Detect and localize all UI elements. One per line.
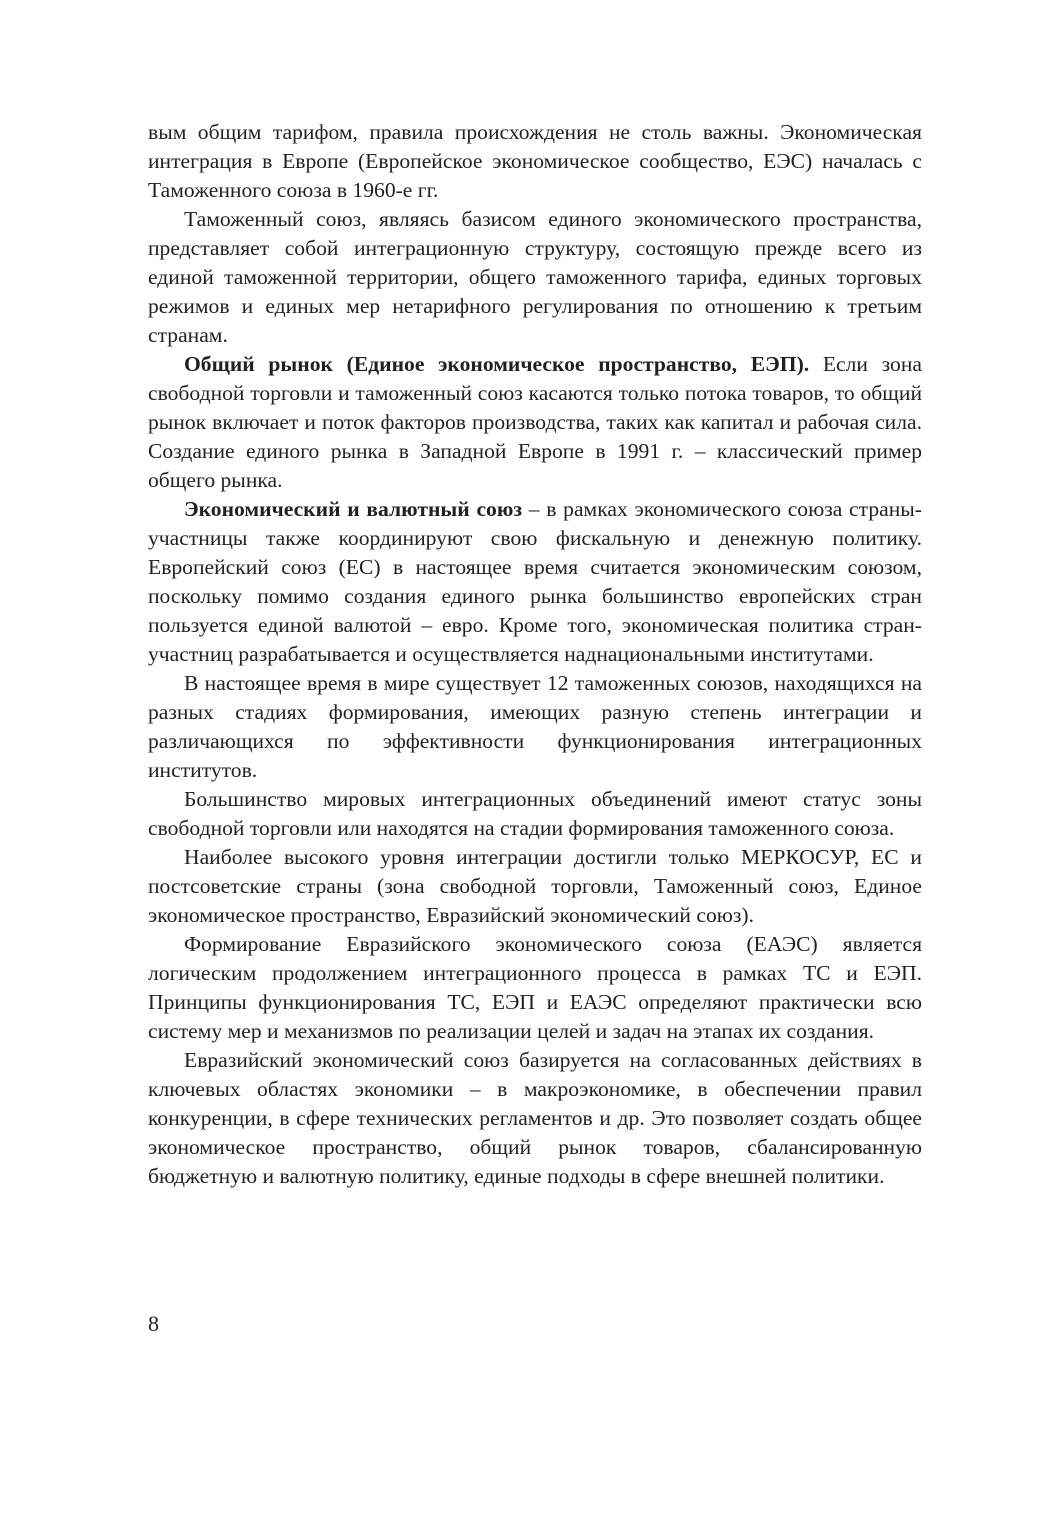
paragraph-7-text: Наиболее высокого уровня интеграции достигли только МЕРКОСУР, ЕС и постсоветские страны (зона свободной торговли, Таможенный союз, Единое экономическое пространство, Евразийский экономический союз).: [148, 845, 922, 927]
paragraph-1-text: вым общим тарифом, правила происхождения не столь важны. Экономическая интеграция в Европе (Европейское экономическое сообщество, ЕЭС) началась с Таможенного союза в 1960-е гг.: [148, 120, 922, 202]
paragraph-4-heading: Экономический и валютный союз: [184, 497, 523, 521]
paragraph-5-text: В настоящее время в мире существует 12 таможенных союзов, находящихся на разных стадиях формирования, имеющих разную степень интеграции и различающихся по эффективности функционирования интеграционных институтов.: [148, 671, 922, 782]
paragraph-9: [148, 1046, 922, 1191]
paragraph-4-text: – в рамках экономического союза страны-участницы также координируют свою фискальную и денежную политику. Европейский союз (ЕС) в настоящее время считается экономическим союзом, поскольку помимо создания единого рынка большинство европейских стран пользуется единой валютой – евро. Кроме того, экономическая политика стран-участниц разрабатывается и осуществляется наднациональными институтами.: [148, 497, 922, 666]
paragraph-6-text: Большинство мировых интеграционных объединений имеют статус зоны свободной торговли или находятся на стадии формирования таможенного союза.: [148, 787, 922, 840]
page-number: 8: [148, 1311, 159, 1336]
paragraph-2-text: Таможенный союз, являясь базисом единого экономического пространства, представляет собой интеграционную структуру, состоящую прежде всего из единой таможенной территории, общего таможенного тарифа, единых торговых режимов и единых мер нетарифного регулирования по отношению к третьим странам.: [148, 207, 922, 347]
paragraph-1: [148, 118, 922, 205]
paragraph-8-text: Формирование Евразийского экономического союза (ЕАЭС) является логическим продолжением интеграционного процесса в рамках ТС и ЕЭП. Принципы функционирования ТС, ЕЭП и ЕАЭС определяют практически всю систему мер и механизмов по реализации целей и задач на этапах их создания.: [148, 932, 922, 1043]
paragraph-8: [148, 930, 922, 1046]
paragraph-3-heading: Общий рынок (Единое экономическое пространство, ЕЭП).: [184, 352, 810, 376]
page-body: [148, 118, 922, 1191]
paragraph-4: [148, 495, 922, 669]
paragraph-3-text: Если зона свободной торговли и таможенный союз касаются только потока товаров, то общий рынок включает и поток факторов производства, таких как капитал и рабочая сила. Создание единого рынка в Западной Европе в 1991 г. – классический пример общего рынка.: [148, 352, 922, 492]
paragraph-3: [148, 350, 922, 495]
paragraph-6: [148, 785, 922, 843]
paragraph-9-text: Евразийский экономический союз базируется на согласованных действиях в ключевых областях экономики – в макроэкономике, в обеспечении правил конкуренции, в сфере технических регламентов и др. Это позволяет создать общее экономическое пространство, общий рынок товаров, сбалансированную бюджетную и валютную политику, единые подходы в сфере внешней политики.: [148, 1048, 922, 1188]
paragraph-2: [148, 205, 922, 350]
paragraph-5: [148, 669, 922, 785]
paragraph-7: [148, 843, 922, 930]
